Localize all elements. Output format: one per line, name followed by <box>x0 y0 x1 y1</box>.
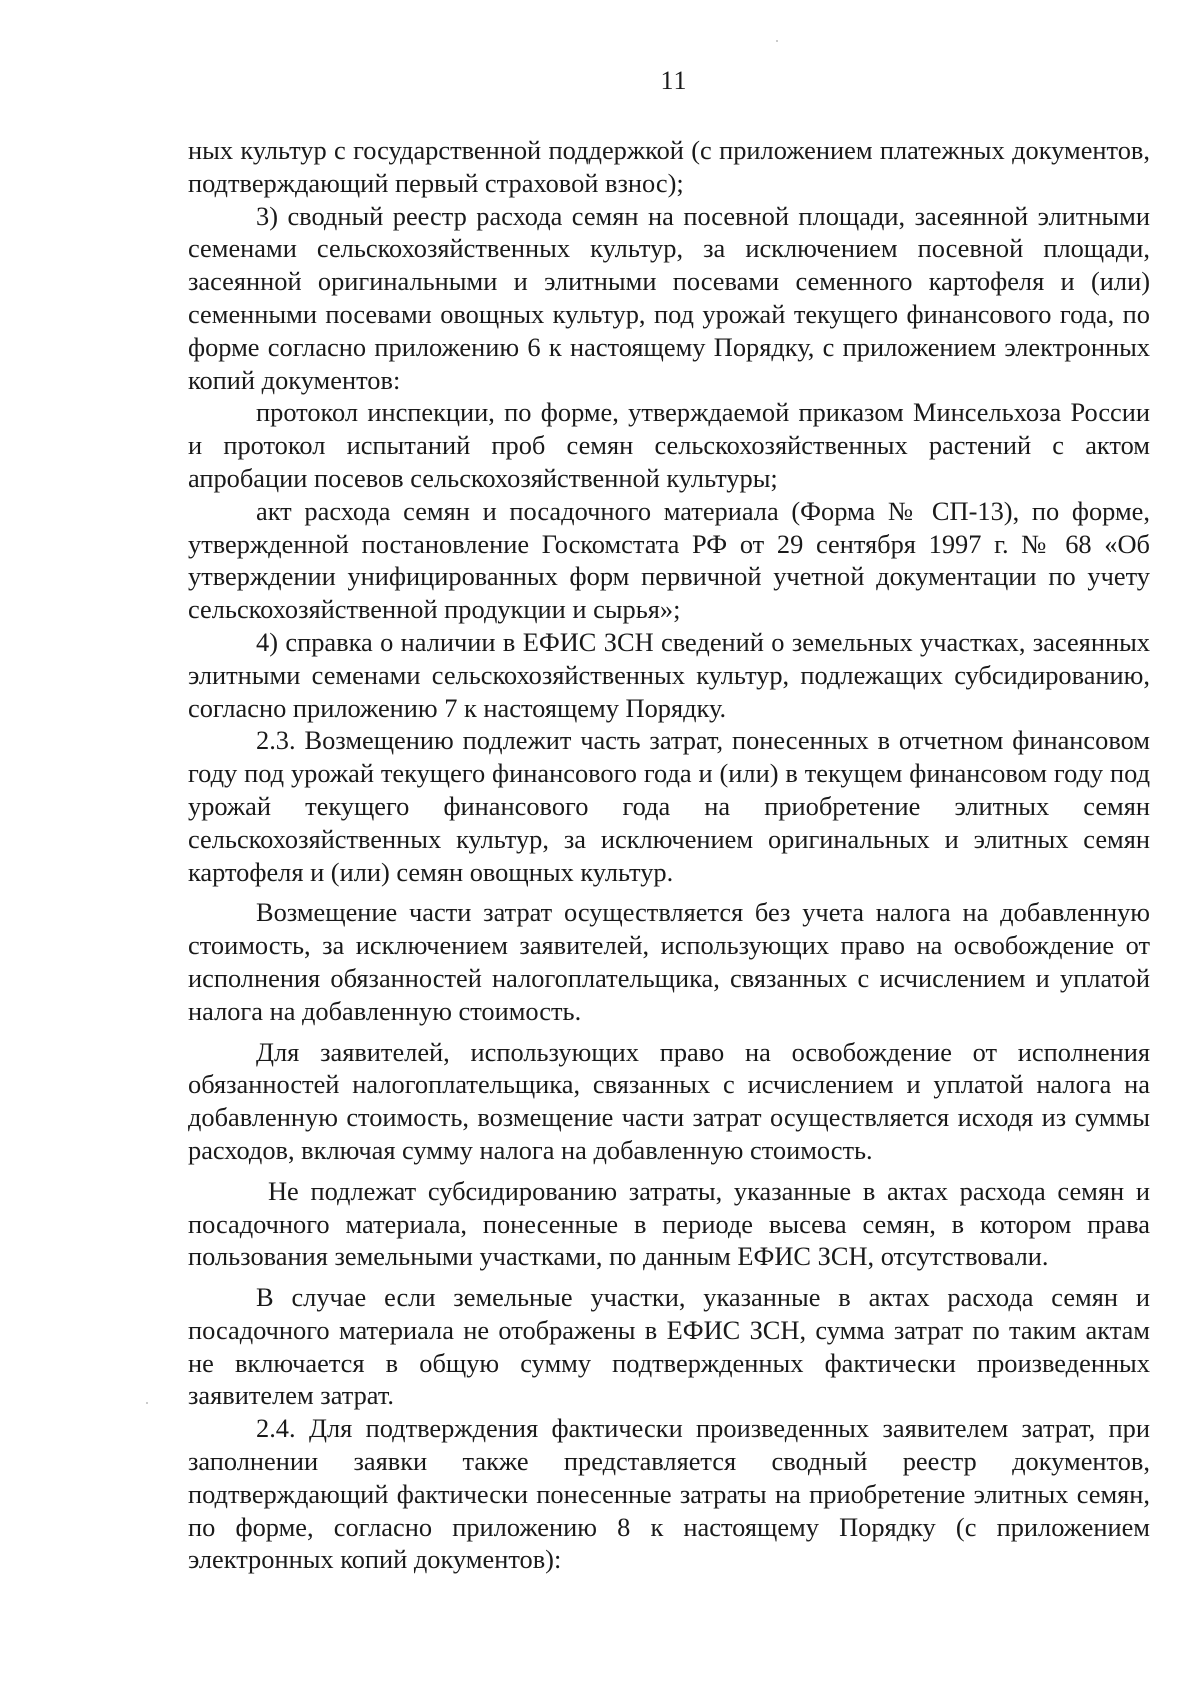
paragraph-item-3: 3) сводный реестр расхода семян на посевной площади, засеянной элитными семенами сельскохозяйственных культур, за исключением посевной площади, засеянной оригинальными и элитными посевами семенного картофеля и (или) семенными посевами овощных культур, под урожай текущего финансового года, по форме согласно приложению 6 к настоящему Порядку, с приложением электронных копий документов: <box>188 200 1150 395</box>
page-number: 11 <box>660 66 688 95</box>
paragraph-protocol: протокол инспекции, по форме, утверждаемой приказом Минсельхоза России и протокол испытаний проб семян сельскохозяйственных растений с актом апробации посевов сельскохозяйственной культуры; <box>188 397 1150 493</box>
paragraph-act: акт расхода семян и посадочного материала (Форма № СП-13), по форме, утвержденной постановление Госкомстата РФ от 29 сентября 1997 г. № 68 «Об утверждении унифицированных форм первичной учетной документации по учету сельскохозяйственной продукции и сырья»; <box>188 495 1150 625</box>
paragraph-clause-2-4: 2.4. Для подтверждения фактически произведенных заявителем затрат, при заполнении заявки также представляется сводный реестр документов, подтверждающий фактически понесенные затраты на приобретение элитных семян, по форме, согласно приложению 8 к настоящему Порядку (с приложением электронных копий документов): <box>188 1413 1150 1575</box>
document-body <box>188 134 1150 1576</box>
paragraph-vat-exclusion: Возмещение части затрат осуществляется без учета налога на добавленную стоимость, за исключением заявителей, использующих право на освобождение от исполнения обязанностей налогоплательщика, связанных с исчислением и уплатой налога на добавленную стоимость. <box>188 897 1150 1026</box>
scan-speck <box>146 1402 148 1404</box>
paragraph-not-displayed: В случае если земельные участки, указанные в актах расхода семян и посадочного материала не отображены в ЕФИС ЗСН, сумма затрат по таким актам не включается в общую сумму подтвержденных фактически произведенных заявителем затрат. <box>188 1282 1150 1411</box>
paragraph-continuation: ных культур с государственной поддержкой (с приложением платежных документов, подтверждающий первый страховой взнос); <box>188 135 1150 198</box>
paragraph-clause-2-3: 2.3. Возмещению подлежит часть затрат, понесенных в отчетном финансовом году под урожай текущего финансового года и (или) в текущем финансовом году под урожай текущего финансового года на приобретение элитных семян сельскохозяйственных культур, за исключением оригинальных и элитных семян картофеля и (или) семян овощных культур. <box>188 725 1150 887</box>
paragraph-not-subsidized: Не подлежат субсидированию затраты, указанные в актах расхода семян и посадочного материала, понесенные в периоде высева семян, в котором права пользования земельными участками, по данным ЕФИС ЗСН, отсутствовали. <box>188 1175 1150 1272</box>
paragraph-item-4: 4) справка о наличии в ЕФИС ЗСН сведений о земельных участках, засеянных элитными семенами сельскохозяйственных культур, подлежащих субсидированию, согласно приложению 7 к настоящему Порядку. <box>188 626 1150 723</box>
paragraph-vat-inclusion: Для заявителей, использующих право на освобождение от исполнения обязанностей налогоплательщика, связанных с исчислением и уплатой налога на добавленную стоимость, возмещение части затрат осуществляется исходя из суммы расходов, включая сумму налога на добавленную стоимость. <box>188 1036 1150 1165</box>
scan-speck <box>776 40 778 42</box>
